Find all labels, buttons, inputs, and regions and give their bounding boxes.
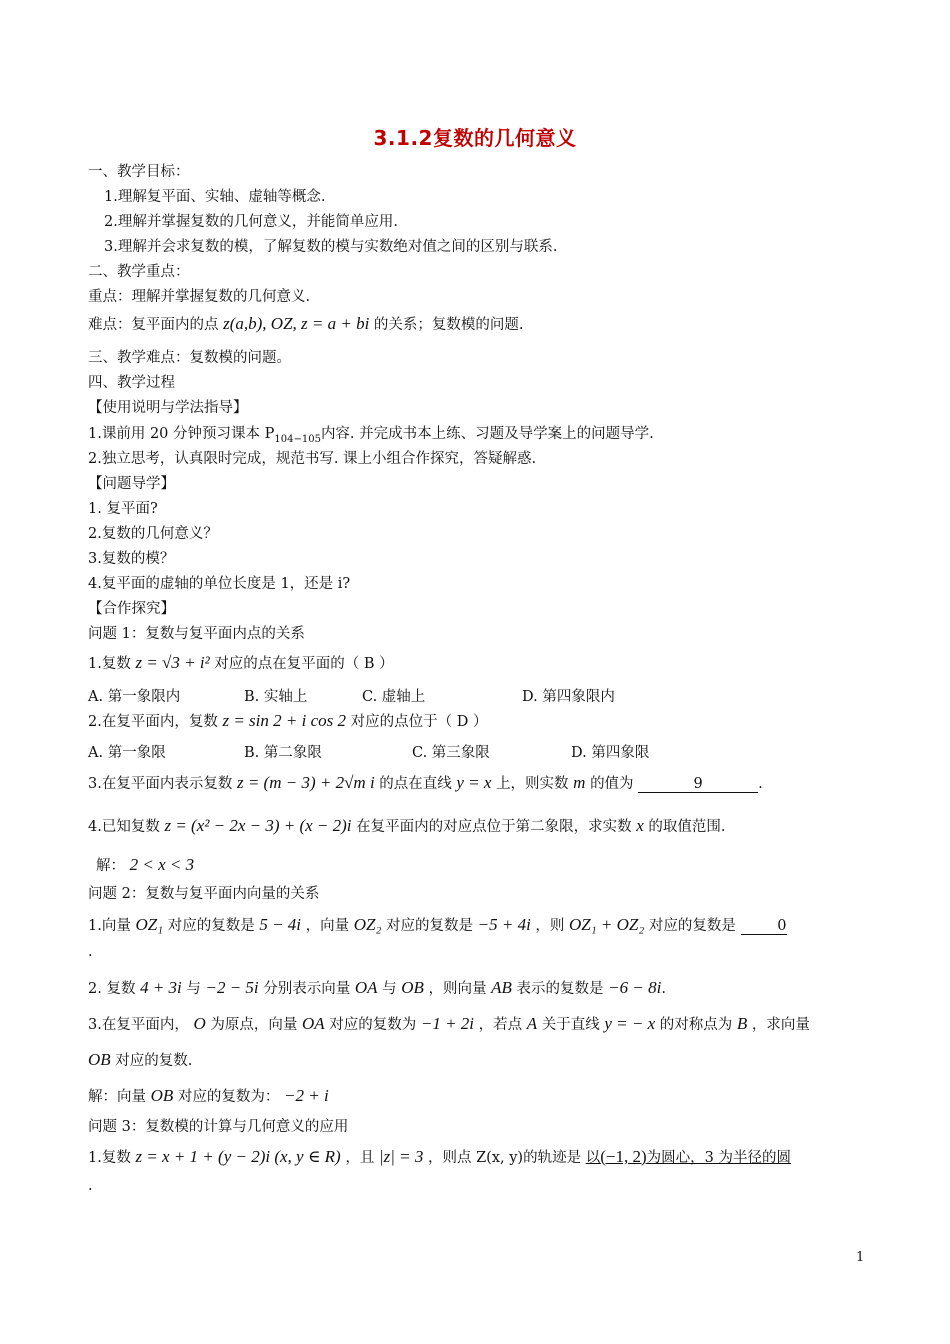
problem-heading: 问题 3：复数模的计算与几何意义的应用	[88, 1119, 349, 1135]
exercise	[88, 1146, 791, 1167]
vector: OB	[150, 1086, 174, 1105]
vector: OA	[354, 978, 378, 997]
option: D. 第四象限	[571, 745, 650, 761]
text: 难点：复平面内的点	[88, 317, 219, 333]
text: 关于直线	[541, 1017, 600, 1033]
vector: OB	[401, 978, 424, 997]
math-expression: −2 + i	[284, 1086, 329, 1105]
text: ，求向量	[751, 1017, 810, 1033]
vector: OZ₂	[353, 915, 382, 934]
text: 1.复数	[88, 656, 131, 672]
math-expression: −5 + 4i	[477, 915, 531, 934]
option: B. 实轴上	[244, 689, 308, 705]
math-variable: A	[526, 1014, 538, 1033]
text: ，且	[345, 1150, 375, 1166]
text: 在复平面内的对应点位于第二象限，求实数	[356, 819, 632, 835]
exercise	[88, 1013, 810, 1034]
text: 对应的点位于（ D ）	[350, 714, 488, 730]
option: A. 第一象限内	[88, 689, 181, 705]
goal-item: 1.理解复平面、实轴、虚轴等概念.	[104, 189, 326, 205]
section-heading: 二、教学重点：	[88, 264, 190, 280]
page-title: 3.1.2复数的几何意义	[373, 126, 577, 150]
text: 内容. 并完成书本上练、习题及导学案上的问题导学.	[320, 426, 654, 442]
text: 对应的点在复平面的（ B ）	[214, 656, 394, 672]
answer-blank: 0	[741, 918, 787, 935]
text: 为原点，向量	[210, 1017, 298, 1033]
text: ，则	[535, 918, 565, 934]
goal-item: 2.理解并掌握复数的几何意义，并能简单应用.	[104, 214, 398, 230]
text: 对应的复数为	[329, 1017, 417, 1033]
solution	[88, 1085, 329, 1106]
math-expression: 5 − 4i	[259, 915, 302, 934]
text: 4.已知复数	[88, 819, 160, 835]
option: C. 第三象限	[412, 745, 490, 761]
text: 上，则实数	[496, 776, 569, 792]
math-expression: z = x + 1 + (y − 2)i (x, y ∈ R)	[135, 1147, 341, 1166]
answer-blank: 9	[638, 776, 758, 793]
guide-question: 2.复数的几何意义？	[88, 526, 218, 542]
text: ，向量	[305, 918, 350, 934]
text: 与	[382, 981, 397, 997]
text: 对应的复数是	[648, 918, 736, 934]
exercise	[88, 815, 726, 836]
math-expression: y = x	[456, 773, 492, 792]
goal-item: 3.理解并会求复数的模，了解复数的模与实数绝对值之间的区别与联系.	[104, 239, 558, 255]
exercise	[88, 710, 487, 731]
exercise-continued	[88, 1049, 192, 1070]
text: 对应的复数是	[167, 918, 255, 934]
exercise	[88, 652, 394, 673]
math-expression: −1 + 2i	[420, 1014, 475, 1033]
text: 1.复数	[88, 1150, 131, 1166]
vector: OA	[301, 1014, 325, 1033]
math-expression: −6 − 8i	[608, 978, 662, 997]
text: 1.向量	[88, 918, 131, 934]
math-expression: 2 < x < 3	[129, 855, 195, 874]
math-variable: O	[193, 1014, 206, 1033]
section-heading: 四、教学过程	[88, 375, 175, 391]
exercise	[88, 772, 763, 793]
section-heading: 一、教学目标：	[88, 164, 190, 180]
option: A. 第一象限	[88, 745, 166, 761]
option: B. 第二象限	[244, 745, 322, 761]
text: 对应的复数是	[386, 918, 474, 934]
guide-question: 4.复平面的虚轴的单位长度是 1，还是 i?	[88, 576, 351, 592]
math-variable: B	[736, 1014, 748, 1033]
problem-heading: 问题 1：复数与复平面内点的关系	[88, 626, 305, 642]
text: 的值为	[590, 776, 634, 792]
text: .	[88, 1178, 93, 1194]
text: 对应的复数为：	[177, 1089, 280, 1105]
section-heading: 三、教学难点：复数模的问题。	[88, 350, 291, 366]
subsection-heading: 【合作探究】	[88, 601, 175, 617]
text: 的关系；复数模的问题.	[373, 317, 524, 333]
vector: OZ₁ + OZ₂	[569, 915, 645, 934]
guide-question: 3.复数的模？	[88, 551, 175, 567]
guide-question: 1. 复平面?	[88, 501, 158, 517]
text: 的对称点为	[659, 1017, 733, 1033]
text: 表示的复数是	[516, 981, 604, 997]
vector: AB	[491, 978, 512, 997]
difficulty-line	[88, 313, 524, 334]
exercise	[88, 977, 666, 998]
math-expression: z(a,b), OZ, z = a + bi	[223, 314, 370, 333]
text: 的取值范围.	[648, 819, 726, 835]
text: 2.在复平面内，复数	[88, 714, 218, 730]
vector: OB	[88, 1050, 111, 1069]
instruction-item: 2.独立思考，认真限时完成，规范书写. 课上小组合作探究，答疑解惑.	[88, 451, 537, 467]
page-number: 1	[856, 1250, 865, 1265]
text: ，则点 Z(x, y)的轨迹是	[428, 1150, 582, 1166]
exercise	[88, 914, 787, 935]
text: 解：向量	[88, 1089, 146, 1105]
text: 3.在复平面内表示复数	[88, 776, 233, 792]
text: 解：	[96, 858, 125, 874]
page-range: 104−105	[274, 433, 321, 445]
text: 与	[186, 981, 201, 997]
math-expression: (−1, 2)	[600, 1147, 647, 1166]
text: 对应的复数.	[115, 1053, 193, 1069]
text: 3.在复平面内，	[88, 1017, 189, 1033]
math-expression: z = sin 2 + i cos 2	[222, 711, 346, 730]
math-expression: z = √3 + i²	[135, 653, 210, 672]
math-variable: m	[573, 773, 586, 792]
math-expression: z = (x² − 2x − 3) + (x − 2)i	[164, 816, 352, 835]
subsection-heading: 【使用说明与学法指导】	[88, 400, 248, 416]
math-expression: 4 + 3i	[140, 978, 182, 997]
text: .	[88, 944, 93, 960]
text: 以	[585, 1150, 601, 1166]
math-expression: y = − x	[604, 1014, 656, 1033]
solution	[96, 854, 194, 875]
math-expression: z = (m − 3) + 2√m i	[236, 773, 375, 792]
math-variable: x	[636, 816, 644, 835]
option: D. 第四象限内	[522, 689, 615, 705]
text: 的点在直线	[379, 776, 452, 792]
text: .	[661, 981, 666, 997]
text: 2. 复数	[88, 981, 136, 997]
key-point: 重点：理解并掌握复数的几何意义.	[88, 289, 311, 305]
option: C. 虚轴上	[362, 689, 426, 705]
vector: OZ₁	[135, 915, 164, 934]
text: ，则向量	[428, 981, 487, 997]
answer-underlined	[585, 1147, 791, 1166]
text: .	[758, 776, 763, 792]
instruction-item	[88, 422, 654, 445]
math-expression: |z| = 3	[378, 1147, 424, 1166]
text: 为圆心，3 为半径的圆	[646, 1150, 791, 1166]
text: 分别表示向量	[263, 981, 351, 997]
problem-heading: 问题 2：复数与复平面内向量的关系	[88, 886, 320, 902]
math-expression: −2 − 5i	[205, 978, 259, 997]
text: 1.课前用 20 分钟预习课本 P	[88, 426, 275, 442]
text: ，若点	[478, 1017, 523, 1033]
subsection-heading: 【问题导学】	[88, 476, 175, 492]
